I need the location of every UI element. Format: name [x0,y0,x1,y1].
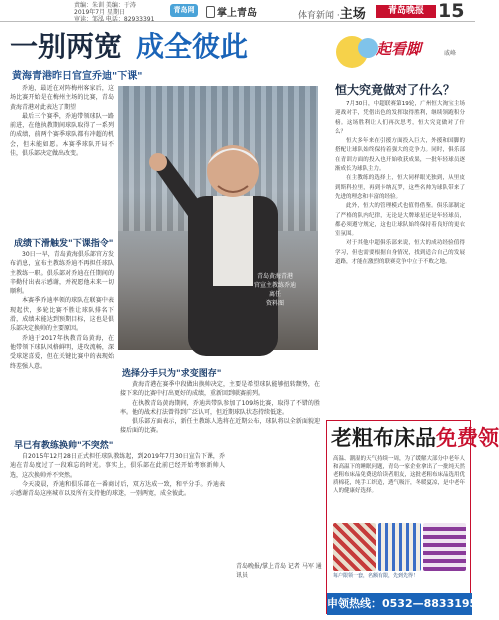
section1-title: 成绩下滑触发"下课指令" [14,239,114,249]
section1-body [10,250,114,436]
column-paragraph: 对于其他中超俱乐部来说，恒大的成功经验值得学习，但也需要根据自身情况，找到适合自己的发展道路，才能在激烈的联赛竞争中立于不败之地。 [335,240,465,266]
quote-paragraph: 在执教青岛黄海期间，乔迪共带队参加了109场比赛，取得了不错的胜率。他的战术打法曾得到广泛认可，但近期球队状态持续低迷。 [120,399,320,416]
column-paragraph: 在主教练的选择上，恒大同样眼光独到，从里皮到斯科拉里，再到卡纳瓦罗，这些名帅为球队带来了先进的理念和丰富的经验。 [335,175,465,200]
ad-title-part1: 老粗布床品 [331,426,436,450]
site-logo: 青岛网 [170,4,198,17]
header-meta-line2: 2019年7月 星期日 [74,9,125,16]
column-title: 恒大究竟做对了什么？ [335,83,456,97]
ad-hotline [327,593,485,615]
column-body [335,100,465,416]
section-prefix: 体育新闻 · [298,11,340,21]
article-subhead: 黄海青港昨日官宣乔迪"下课" [12,71,143,82]
section1-paragraph: 30日一早，青岛黄海俱乐部官方发布消息，宣布主教练乔迪不再担任球队主教练一职。俱乐部对乔迪在任期间的辛勤付出表示感谢，并祝愿他未来一切顺利。 [10,251,114,296]
newspaper-brand: 青岛晚报 [376,5,436,18]
photo-caption-line: 资料图 [265,300,284,307]
ad-hotline-label: 申领热线： [327,597,382,610]
article-lead [10,84,114,232]
section-label [298,3,366,22]
column-author: 戚峰 [444,50,457,57]
lead-paragraph: 乔迪，最近在对阵梅州客家后，这场比赛开始是在梅州主场的比赛，青岛黄海青港对此表达了期望 [10,85,114,111]
article-byline: 青岛晚报/掌上青岛 记者 马军 通讯员 [236,563,322,579]
section2-paragraph: 自2015年12月28日正式担任球队教练起，到2019年7月30日宣告下课，乔迪在青岛度过了一段难忘的时光。事实上，俱乐部在此前已经开始考察新帅人选，这次换帅并不突然。 [10,453,225,479]
column-paragraph: 7月30日，中超联赛第19轮，广州恒大淘宝主场迎战对手，凭借出色的发挥取得胜利，继续领跑积分榜。这场胜利让人们再次思考，恒大究竟做对了什么？ [335,101,465,135]
ad-body-text: 高温、潮湿的天气持续一周，为了缓解大部分中老年人和高温下的睡眠问题，青岛一家企业拿出了一批纯天然老粗布床品免费送给读者朋友，这批老粗布床品选用优质棉花，纯手工织造，透气吸汗，冬暖夏凉，是中老年人的健康好选择。 [333,456,466,494]
section1-paragraph: 乔迪于2017年执教青岛黄海，在他带领下球队风格鲜明，进攻流畅，深受球迷喜爱，但在关键比赛中的表现始终差强人意。 [10,334,114,370]
ad-title-part2: 免费领 [436,426,499,450]
column-paragraph: 此外，恒大的管理模式也值得借鉴。俱乐部制定了严格的队内纪律，无论是大牌球星还是年轻球员，都必须遵守规定，这也让球队始终保持着良好的更衣室氛围。 [335,203,465,238]
coach-photo [118,86,318,350]
section2-paragraph: 今天凌晨，乔迪和俱乐部在一番商讨后，双方达成一致，和平分手。乔迪表示感谢青岛这座城市以及所有支持他的球迷，一别两宽，成全彼此。 [10,480,225,498]
column-masthead [334,28,466,88]
app-name: 掌上青岛 [217,8,257,19]
header-meta-line3: 审读：邹泓 电话：82933391 [74,16,155,23]
page-number: 15 [438,0,465,22]
lead-paragraph: 最后三个赛季，乔迪带领球队一路前进，在他执教期间球队取得了一系列的成绩，前两个赛季球队都有冲超的机会，但未能如愿。本赛季球队开局不佳，俱乐部决定做出改变。 [10,112,114,158]
page-header [0,0,475,22]
ad-product-image [333,523,376,571]
quote-paragraph: 黄海青港在赛季中段做出换帅决定，主要是希望球队能够扭转颓势，在接下来的比赛中打出更好的成绩，重新回到联赛前列。 [120,381,320,398]
photo-caption-line: 青岛黄海青港 [256,273,293,280]
article-headline [10,30,310,64]
section1-paragraph: 本赛季乔迪率领的球队在联赛中表现起伏，多轮比赛不胜让球队排名下滑，成绩未能达到预期目标，这也是俱乐部决定换帅的主要原因。 [10,297,114,333]
column-brand: 起看脚 [376,40,422,58]
photo-caption-line: 离任 [268,291,281,298]
quote-section-body [120,380,320,560]
header-meta [74,2,154,23]
app-promo [206,4,257,19]
ad-product-images [333,523,466,571]
column-paragraph: 恒大多年来在引援方面投入巨大，外援和国脚的搭配让球队始终保持着强大的竞争力。同时，俱乐部在青训方面的投入也开始收获成果，一批年轻球员逐渐成长为球队主力。 [335,138,465,173]
header-meta-line1: 责编：朱训 美编：于涛 [74,2,136,9]
coach-figure-illustration [158,126,308,356]
ad-hotline-number: 0532—88331957 [382,597,485,610]
ad-product-image [423,523,466,571]
photo-caption-line: 官宣主教练乔迪 [253,282,296,289]
section-name: 主场 [339,7,366,22]
headline-part1: 一别两宽 [10,30,123,63]
quote-section-title: 选择分手只为"求变图存" [122,369,222,379]
quote-paragraph: 俱乐部方面表示，新任主教练人选将在近期公布，球队将以全新面貌迎接后面的比赛。 [120,418,320,435]
ad-product-image [378,523,421,571]
bedding-advertisement [326,420,499,614]
photo-caption [240,272,310,308]
ad-note: 每户限领一套，名额有限，先到先得！ [333,573,419,579]
ad-title [331,425,499,451]
headline-part2: 成全彼此 [136,30,249,63]
section2-title: 早已有教练换帅"不突然" [14,441,114,451]
phone-icon [206,6,215,18]
